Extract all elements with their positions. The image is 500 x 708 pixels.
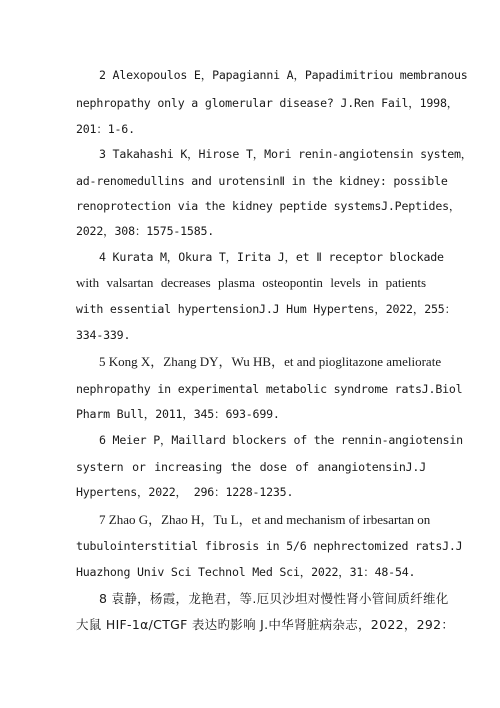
reference-line: tubulointerstitial fibrosis in 5/6 nephrectomized ratsJ.J bbox=[76, 539, 463, 553]
reference-line: Hypertens，2022， 296：1228-1235. bbox=[76, 485, 294, 499]
reference-line: 3 Takahashi K，Hirose T，Mori renin-angiotensin system， bbox=[99, 147, 473, 161]
reference-line: 2 Alexopoulos E，Papagianni A，Papadimitriou membranous bbox=[99, 68, 468, 82]
reference-line: Pharm Bull，2011，345：693-699. bbox=[76, 407, 280, 421]
reference-line: ad-renomedullins and urotensinⅡ in the kidney: possible bbox=[76, 174, 448, 188]
reference-line: 6 Meier P，Maillard blockers of the rennin-angiotensin bbox=[99, 433, 463, 447]
reference-line: renoprotection via the kidney peptide systemsJ.Peptides， bbox=[76, 199, 461, 213]
reference-line: with valsartan decreases plasma osteopontin levels in patients bbox=[76, 275, 426, 290]
reference-line: 5 Kong X，Zhang DY，Wu HB，et and pioglitazone ameliorate bbox=[99, 354, 442, 369]
reference-line: 2022，308：1575-1585. bbox=[76, 224, 215, 238]
reference-line: systern or increasing the dose of anangiotensinJ.J bbox=[76, 460, 426, 474]
reference-line: nephropathy in experimental metabolic syndrome ratsJ.Biol bbox=[76, 382, 463, 396]
reference-line: 334-339. bbox=[76, 328, 131, 342]
reference-line: 7 Zhao G，Zhao H，Tu L，et and mechanism of irbesartan on bbox=[99, 512, 431, 527]
reference-line: 大鼠 HIF-1α/CTGF 表达旳影响 J.中华肾脏病杂志，2022，292： bbox=[76, 617, 455, 632]
reference-line: 4 Kurata M，Okura T，Irita J，et Ⅱ receptor blockade bbox=[99, 250, 444, 264]
reference-line: with essential hypertensionJ.J Hum Hypertens，2022，255： bbox=[76, 302, 456, 316]
reference-line: 201：1-6. bbox=[76, 122, 135, 136]
reference-line: nephropathy only a glomerular disease? J.Ren Fail，1998， bbox=[76, 96, 459, 110]
reference-line: Huazhong Univ Sci Technol Med Sci，2022，31：48-54. bbox=[76, 565, 416, 579]
reference-line: 8 袁静，杨霞，龙艳君，等.厄贝沙坦对慢性肾小管间质纤维化 bbox=[99, 591, 449, 606]
